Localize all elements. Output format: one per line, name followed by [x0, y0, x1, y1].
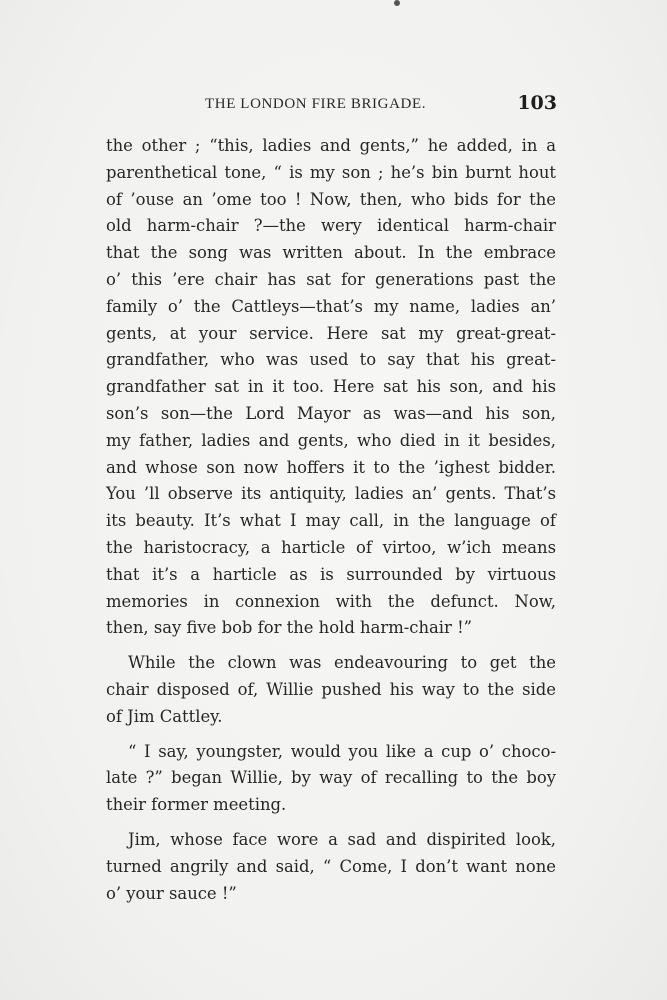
text-line: family o’ the Cattleys—that’s my name, ladies an’ — [106, 296, 556, 316]
text-line: chair disposed of, Willie pushed his way to the side — [106, 679, 556, 699]
text-line: its beauty. It’s what I may call, in the language of — [106, 511, 556, 531]
paragraph — [106, 739, 556, 819]
text-line: old harm-chair ?—the wery identical harm-chair — [106, 216, 556, 236]
text-line: memories in connexion with the defunct. Now, — [106, 591, 556, 611]
text-line: While the clown was endeavouring to get the — [128, 653, 556, 673]
text-line: the haristocracy, a harticle of virtoo, w’ich means — [106, 537, 556, 557]
text-line: gents, at your service. Here sat my great-great- — [106, 323, 556, 343]
ink-speck — [394, 0, 400, 6]
text-line: the other ; “this, ladies and gents,” he added, in a — [106, 136, 556, 155]
text-line: late ?” began Willie, by way of recalling to the boy — [106, 768, 556, 788]
paragraph — [106, 650, 556, 730]
text-line: You ’ll observe its antiquity, ladies an’ gents. That’s — [106, 484, 556, 504]
page-header — [105, 92, 557, 116]
page-number: 103 — [517, 92, 557, 114]
text-line: and whose son now hoffers it to the ’ighest bidder. — [106, 457, 556, 477]
text-line: then, say five bob for the hold harm-chair !” — [106, 618, 473, 638]
text-line: of ’ouse an ’ome too ! Now, then, who bids for the — [106, 189, 556, 209]
body-text — [106, 133, 556, 907]
paragraph — [106, 827, 556, 907]
text-line: turned angrily and said, “ Come, I don’t want none — [106, 856, 556, 876]
text-line: grandfather, who was used to say that his great- — [106, 350, 556, 370]
text-line: that the song was written about. In the embrace — [106, 243, 556, 263]
text-line: son’s son—the Lord Mayor as was—and his son, — [106, 403, 556, 423]
text-line: their former meeting. — [106, 795, 287, 815]
text-line: o’ this ’ere chair has sat for generations past the — [106, 269, 556, 289]
text-line: grandfather sat in it too. Here sat his son, and his — [106, 377, 556, 397]
running-head: THE LONDON FIRE BRIGADE. — [205, 96, 427, 112]
text-line: Jim, whose face wore a sad and dispirited look, — [128, 829, 556, 849]
text-line: “ I say, youngster, would you like a cup o’ choco- — [128, 741, 556, 761]
text-line: o’ your sauce !” — [106, 883, 237, 903]
text-line: that it’s a harticle as is surrounded by virtuous — [106, 564, 556, 584]
text-line: my father, ladies and gents, who died in it besides, — [106, 430, 556, 450]
text-line: parenthetical tone, “ is my son ; he’s bin burnt hout — [106, 162, 556, 182]
text-line: of Jim Cattley. — [106, 706, 223, 726]
paragraph — [106, 133, 556, 642]
